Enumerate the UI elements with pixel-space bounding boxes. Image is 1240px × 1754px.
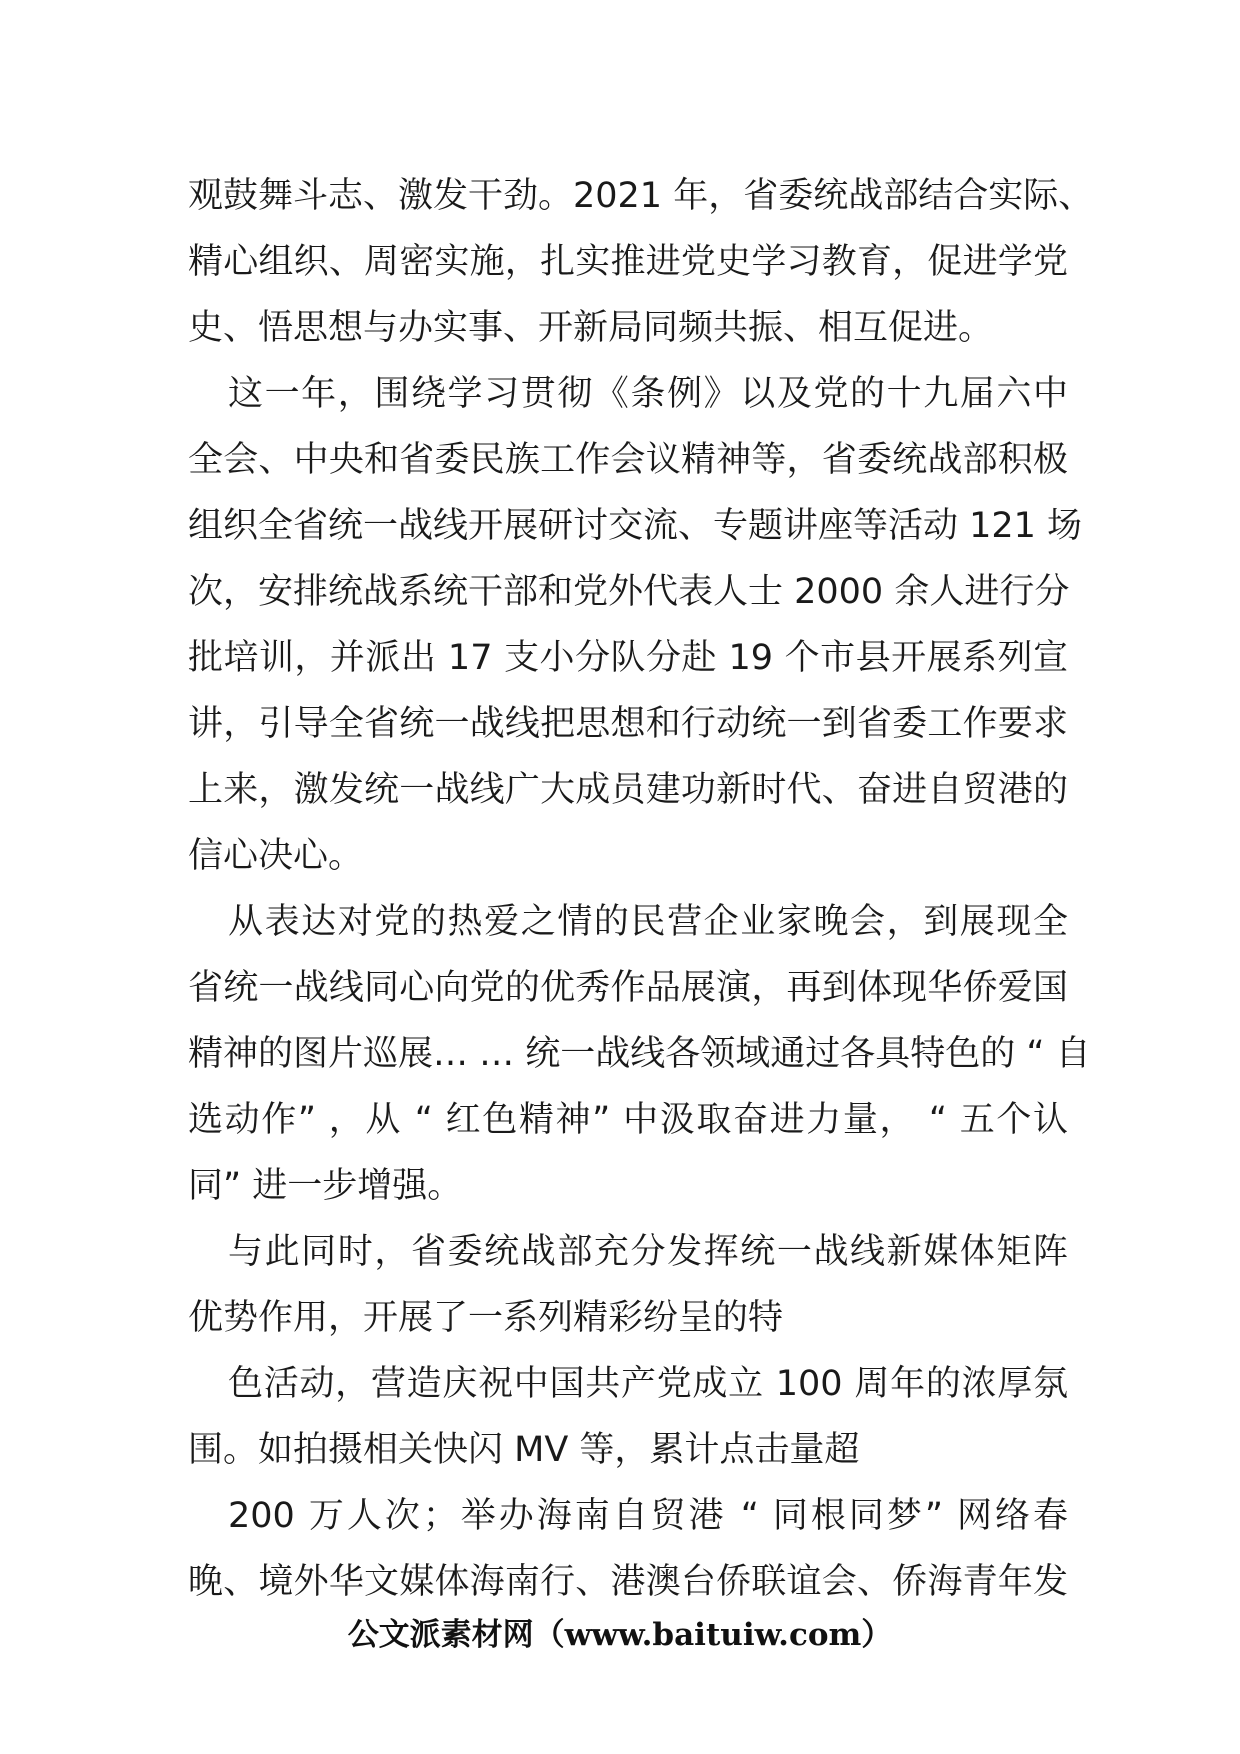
- text-line-9: 讲，引导全省统一战线把思想和行动统一到省委工作要求: [188, 704, 1068, 744]
- text-line-19: 色活动，营造庆祝中国共产党成立 100 周年的浓厚氛: [228, 1364, 1068, 1404]
- text-line-22: 晚、境外华文媒体海南行、港澳台侨联谊会、侨海青年发: [188, 1562, 1068, 1602]
- text-line-1: 观鼓舞斗志、激发干劲。2021 年，省委统战部结合实际、: [188, 176, 1094, 216]
- text-line-5: 全会、中央和省委民族工作会议精神等，省委统战部积极: [188, 440, 1068, 480]
- text-line-10: 上来，激发统一战线广大成员建功新时代、奋进自贸港的: [188, 770, 1068, 810]
- text-line-3: 史、悟思想与办实事、开新局同频共振、相互促进。: [188, 308, 994, 348]
- text-line-15: 选动作” ，从 “ 红色精神” 中汲取奋进力量， “ 五个认: [188, 1100, 1068, 1140]
- text-line-4: 这一年，围绕学习贯彻《条例》以及党的十九届六中: [228, 374, 1068, 414]
- footer-watermark-text: 公文派素材网（www.baituiw.com）: [347, 1617, 893, 1653]
- text-line-8: 批培训，并派出 17 支小分队分赴 19 个市县开展系列宣: [188, 638, 1068, 678]
- text-line-13: 省统一战线同心向党的优秀作品展演，再到体现华侨爱国: [188, 968, 1068, 1008]
- text-line-14: 精神的图片巡展… … 统一战线各领域通过各具特色的 “ 自: [188, 1034, 1091, 1074]
- text-line-6: 组织全省统一战线开展研讨交流、专题讲座等活动 121 场: [188, 506, 1083, 546]
- text-line-12: 从表达对党的热爱之情的民营企业家晚会，到展现全: [228, 902, 1068, 942]
- text-line-16: 同” 进一步增强。: [188, 1166, 463, 1206]
- text-line-11: 信心决心。: [188, 836, 364, 876]
- text-line-7: 次，安排统战系统干部和党外代表人士 2000 余人进行分: [188, 572, 1070, 612]
- text-line-18: 优势作用，开展了一系列精彩纷呈的特: [188, 1298, 784, 1338]
- text-line-20: 围。如拍摄相关快闪 MV 等，累计点击量超: [188, 1430, 860, 1470]
- text-line-21: 200 万人次；举办海南自贸港 “ 同根同梦” 网络春: [228, 1496, 1068, 1536]
- text-line-17: 与此同时，省委统战部充分发挥统一战线新媒体矩阵: [228, 1232, 1068, 1272]
- text-line-2: 精心组织、周密实施，扎实推进党史学习教育，促进学党: [188, 242, 1068, 282]
